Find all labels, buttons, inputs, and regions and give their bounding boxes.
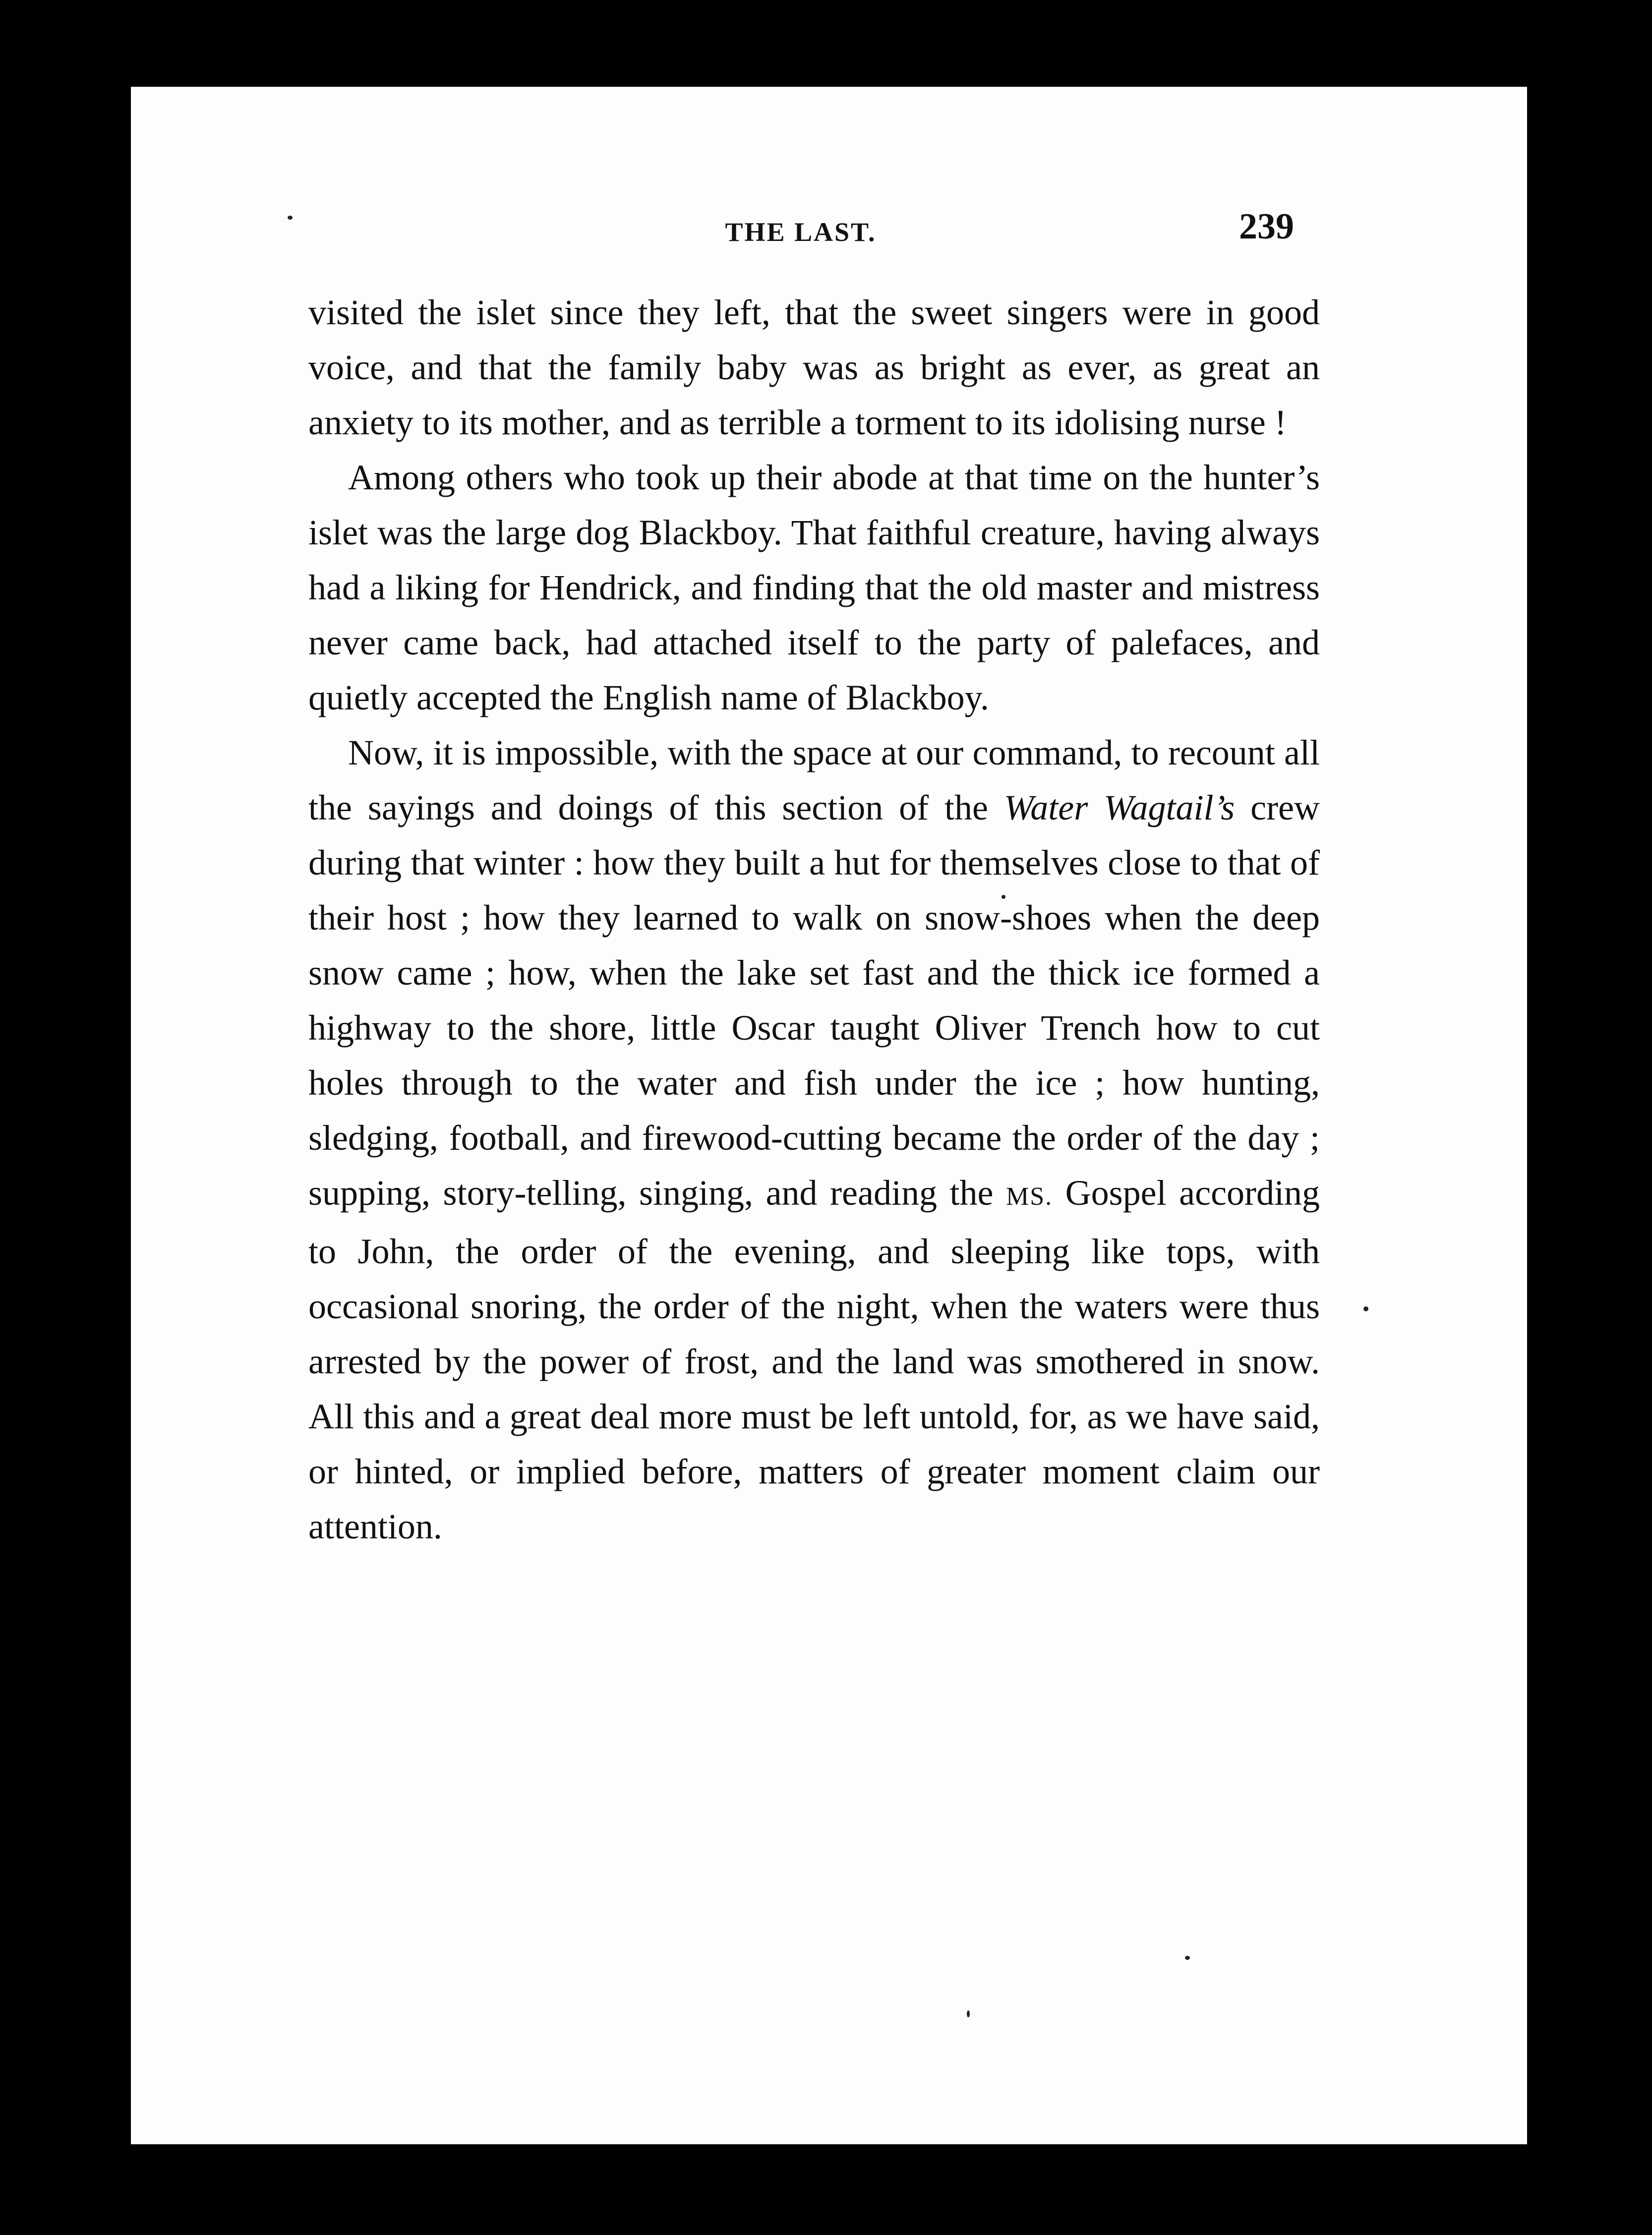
ship-name: Water Wagtail’s xyxy=(1003,788,1235,827)
paragraph xyxy=(308,725,1320,1554)
paragraph-text: Gospel according to John, the order of the evening, and sleeping like tops, with occasional snoring, the order of the night, when the waters were thus arrested by the power of frost, and the land was smothered in snow. All this and a great deal more must be left untold, for, as we have said, or hinted, or implied before, matters of greater moment claim our attention. xyxy=(308,1173,1320,1546)
ink-speck xyxy=(1363,1306,1368,1311)
ink-speck xyxy=(1185,1956,1190,1960)
gutter-rule xyxy=(118,59,131,2176)
paragraph-text: Now, it is impossible, with the space at our command, to recount all the sayings and doings of this section of the xyxy=(308,733,1320,827)
paragraph: visited the islet since they left, that the sweet singers were in good voice, and that the family baby was as bright as ever, as great an anxiety to its mother, and as terrible a torment to its idolising nurse ! xyxy=(308,293,1320,442)
paragraph: Among others who took up their abode at that time on the hunter’s islet was the large dog Blackboy. That faithful creature, having always had a liking for Hendrick, and finding that the old master and mistress never came back, had attached itself to the party of palefaces, and quietly accepted the English name of Blackboy. xyxy=(308,458,1320,717)
ink-speck xyxy=(967,2010,970,2017)
ink-speck xyxy=(288,216,293,220)
body-text xyxy=(308,285,1320,1554)
paragraph-text: crew during that winter : how they built a hut for themselves close to that of their host ; how they learned to walk on snow-shoes when the deep snow came ; how, when the lake set fast and the thick ice formed a highway to the shore, little Oscar taught Oliver Trench how to cut holes through to the water and fish under the ice ; how hunting, sledging, football, and firewood-cutting became the order of the day ; supping, story-telling, singing, and reading the xyxy=(308,788,1320,1213)
running-head: THE LAST. xyxy=(725,217,877,247)
page-number: 239 xyxy=(1239,206,1294,247)
ms-abbreviation: MS. xyxy=(1005,1182,1053,1211)
page-header xyxy=(307,206,1294,260)
